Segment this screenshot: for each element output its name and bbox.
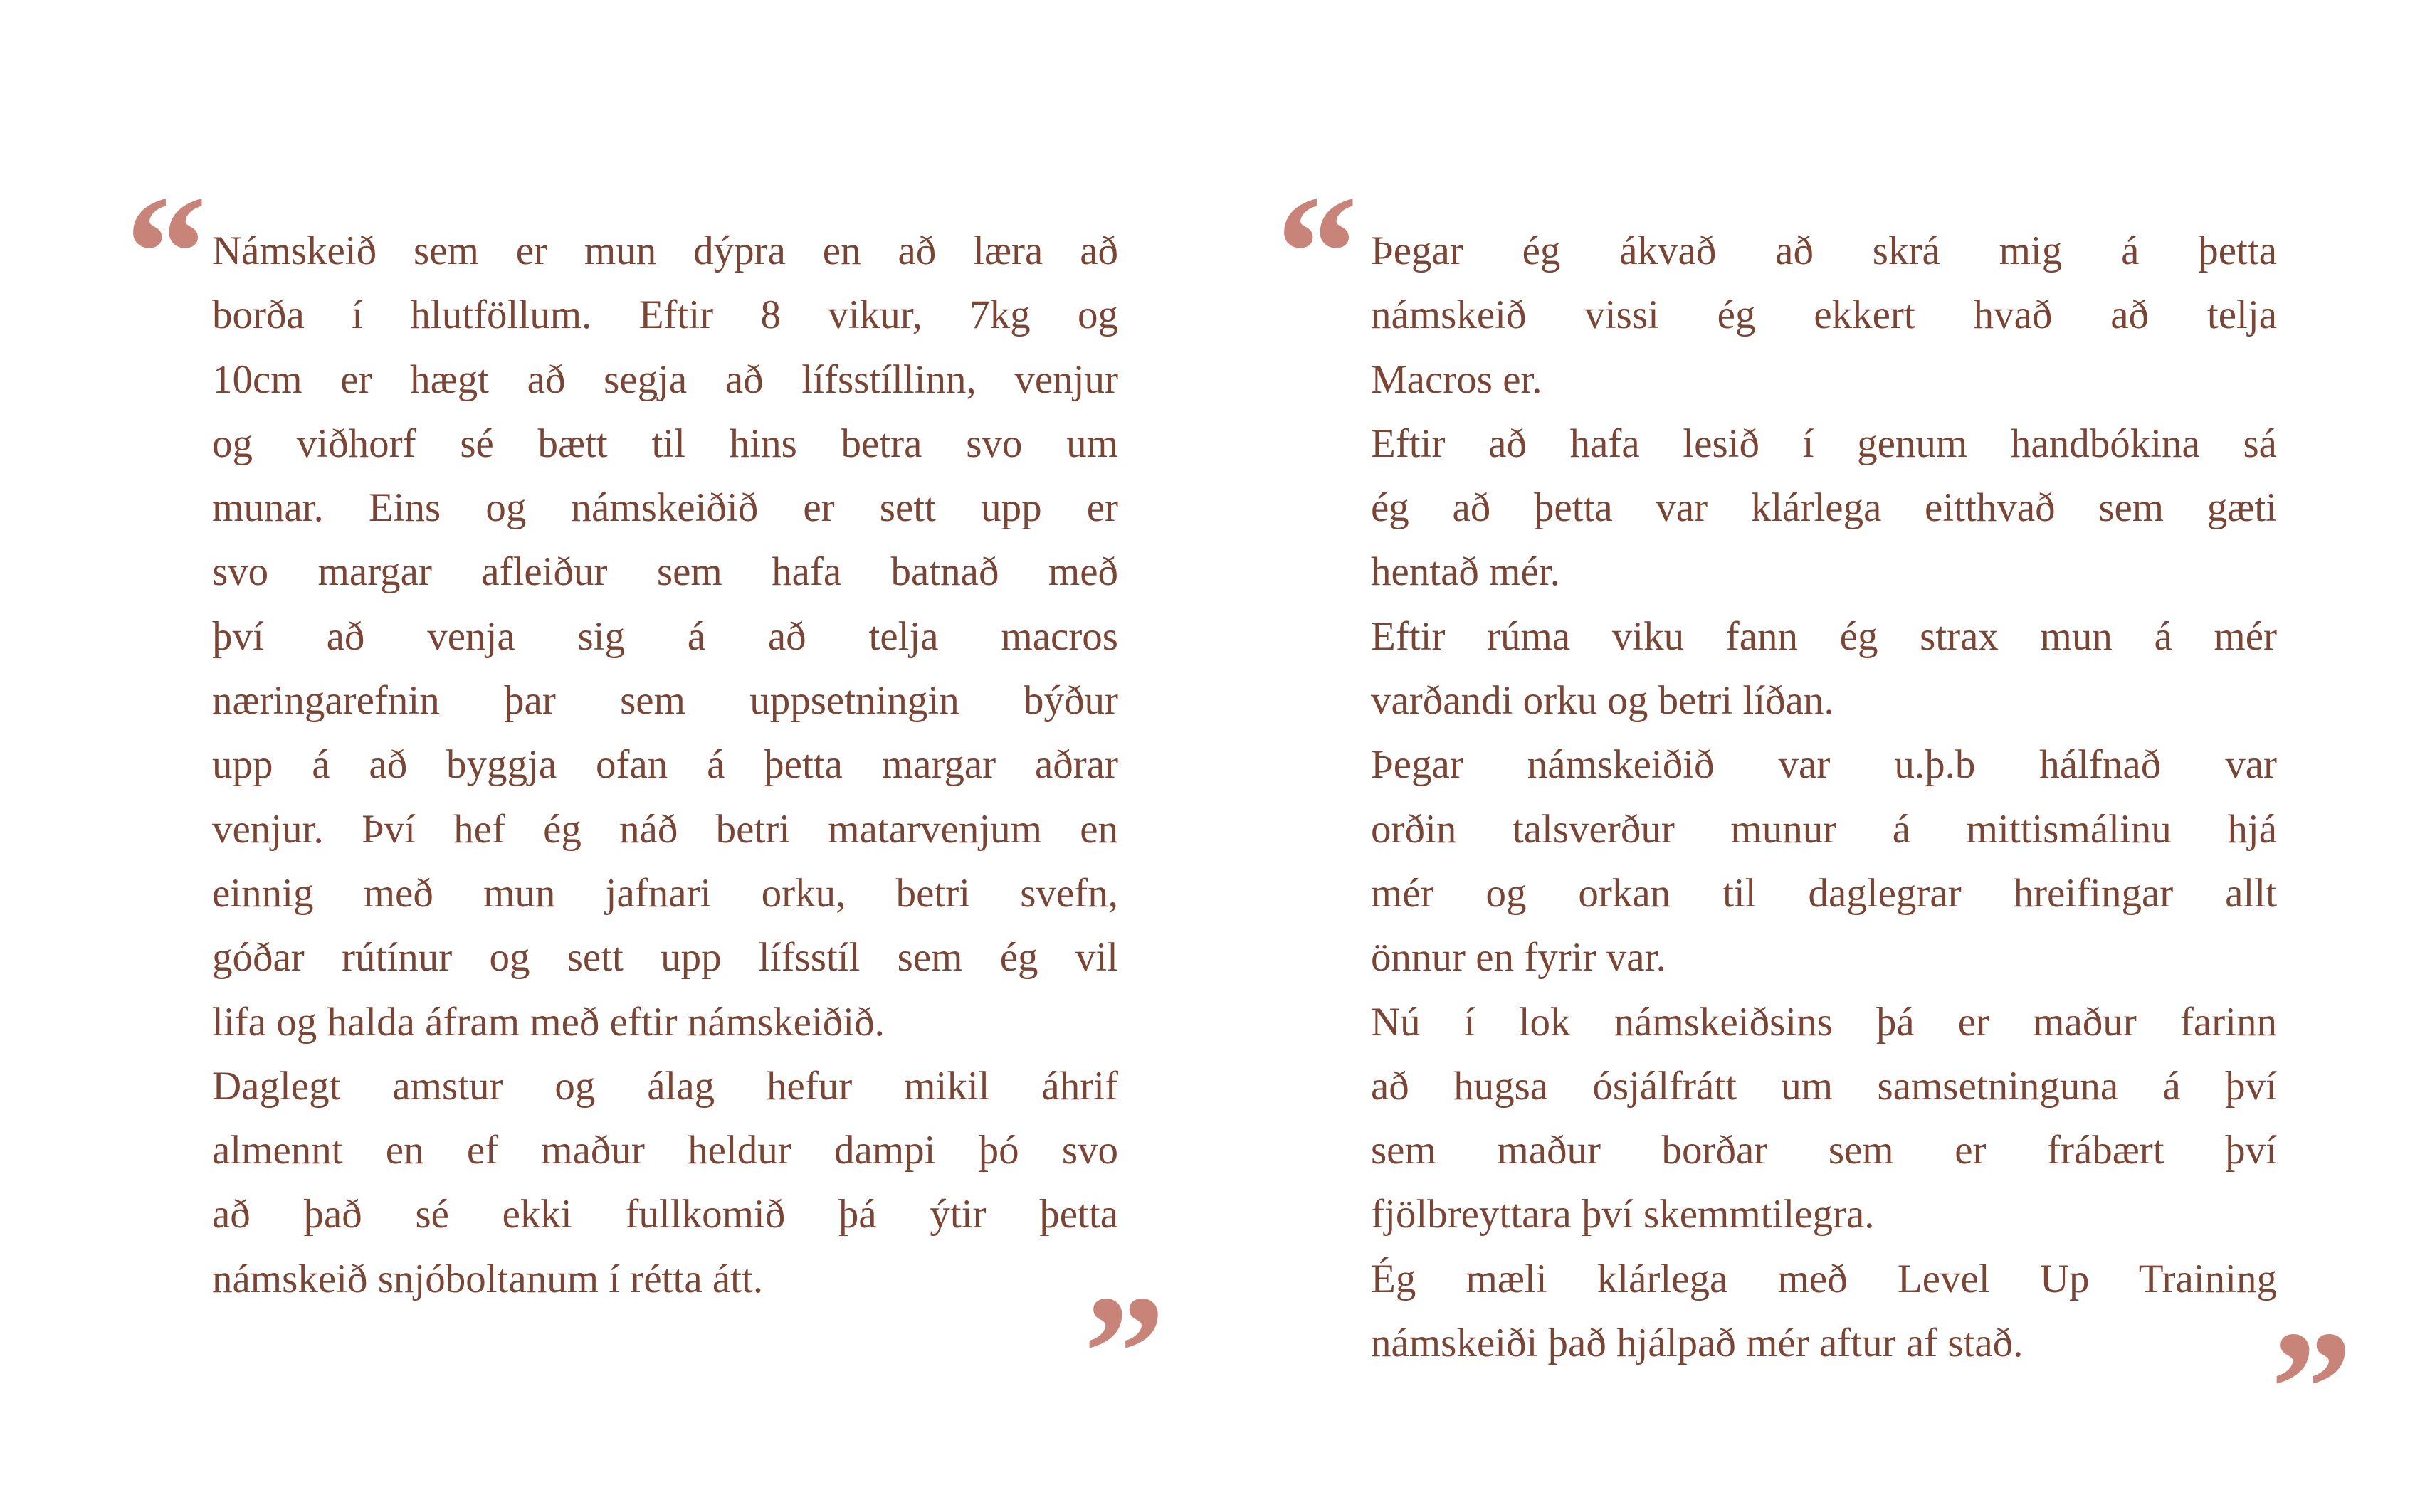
text-line: Daglegt amstur og álag hefur mikil áhrif [212,1063,1118,1109]
testimonial-paragraph [1371,419,2277,612]
close-quote-icon: ” [2271,1297,2352,1479]
text-line: Nú í lok námskeiðsins þá er maður farinn [1371,999,2277,1045]
text-line: hentað mér. [1371,549,1560,595]
testimonial-paragraph [1371,740,2277,997]
open-quote-icon: “ [1276,162,1358,343]
text-line: að það sé ekki fullkomið þá ýtir þetta [212,1192,1118,1237]
text-line: önnur en fyrir var. [1371,935,1666,980]
text-line: venjur. Því hef ég náð betri matarvenjum en [212,806,1118,852]
text-line: munar. Eins og námskeiðið er sett upp er [212,485,1118,531]
text-line: Ég mæli klárlega með Level Up Training [1371,1256,2277,1301]
text-line: mér og orkan til daglegrar hreifingar allt [1371,870,2277,916]
text-line: Þegar námskeiðið var u.þ.b hálfnað var [1371,742,2277,788]
testimonial-text [1371,226,2277,1383]
text-line: Þegar ég ákvað að skrá mig á þetta [1371,228,2277,273]
testimonial-paragraph [212,226,1118,1062]
text-line: lifa og halda áfram með eftir námskeiðið. [212,999,885,1045]
text-line: námskeið snjóboltanum í rétta átt. [212,1256,764,1301]
text-line: því að venja sig á að telja macros [212,613,1118,659]
testimonial-paragraph [1371,998,2277,1254]
open-quote-icon: “ [125,162,207,343]
text-line: upp á að byggja ofan á þetta margar aðrar [212,742,1118,788]
text-line: svo margar afleiður sem hafa batnað með [212,549,1118,595]
testimonial-paragraph [1371,226,2277,419]
text-line: Námskeið sem er mun dýpra en að læra að [212,228,1118,273]
text-line: Eftir að hafa lesið í genum handbókina sá [1371,421,2277,466]
testimonial-paragraph [212,1062,1118,1318]
testimonial-text [212,226,1118,1318]
text-line: og viðhorf sé bætt til hins betra svo um [212,421,1118,466]
text-line: námskeiði það hjálpað mér aftur af stað. [1371,1321,2024,1366]
text-line: næringarefnin þar sem uppsetningin býður [212,678,1118,724]
text-line: að hugsa ósjálfrátt um samsetninguna á því [1371,1063,2277,1109]
text-line: góðar rútínur og sett upp lífsstíl sem ég vil [212,935,1118,980]
testimonial-paragraph [1371,1254,2277,1383]
close-quote-icon: ” [1083,1262,1165,1443]
text-line: borða í hlutföllum. Eftir 8 vikur, 7kg og [212,292,1118,338]
text-line: varðandi orku og betri líðan. [1371,678,1834,724]
text-line: einnig með mun jafnari orku, betri svefn, [212,870,1118,916]
text-line: orðin talsverður munur á mittismálinu hjá [1371,806,2277,852]
text-line: fjölbreyttara því skemmtilegra. [1371,1192,1875,1237]
text-line: almennt en ef maður heldur dampi þó svo [212,1128,1118,1173]
text-line: ég að þetta var klárlega eitthvað sem gæti [1371,485,2277,531]
text-line: námskeið vissi ég ekkert hvað að telja [1371,292,2277,338]
text-line: Macros er. [1371,356,1542,402]
text-line: 10cm er hægt að segja að lífsstíllinn, venjur [212,356,1118,402]
text-line: Eftir rúma viku fann ég strax mun á mér [1371,613,2277,659]
text-line: sem maður borðar sem er frábært því [1371,1128,2277,1173]
testimonial-paragraph [1371,612,2277,741]
